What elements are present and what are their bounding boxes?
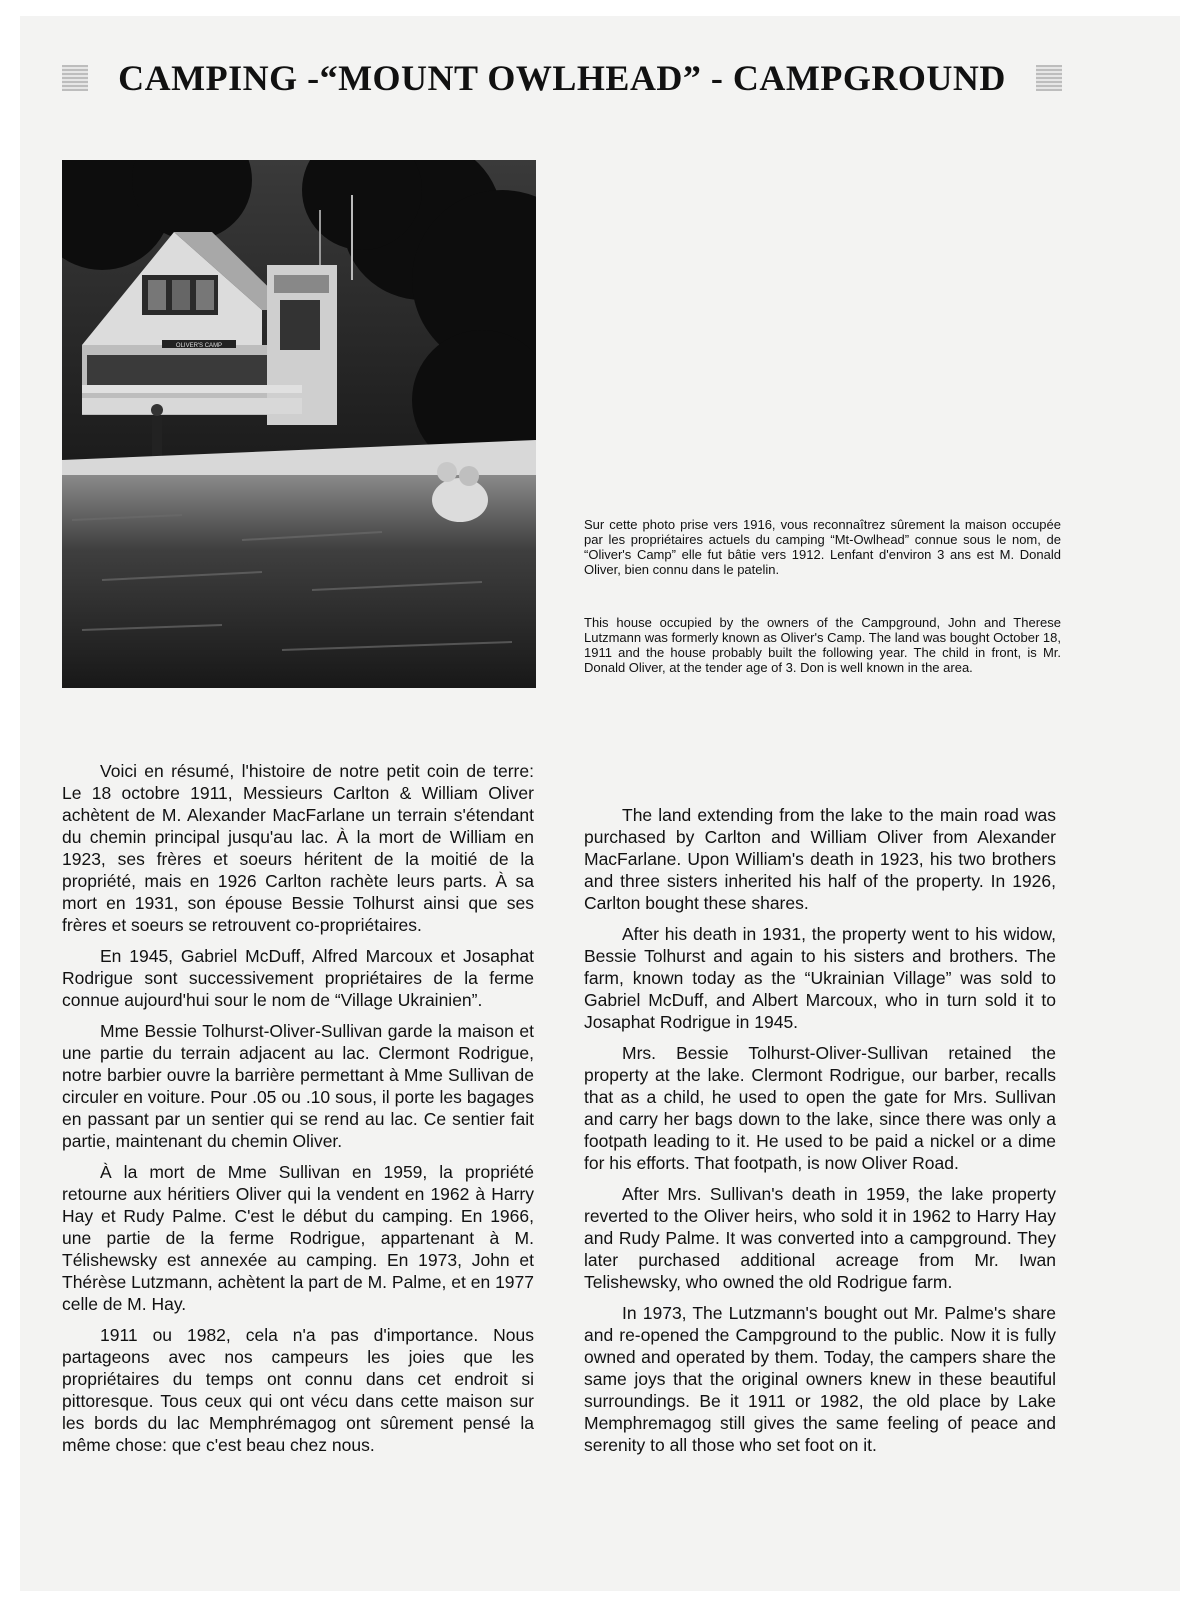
french-paragraph-3: Mme Bessie Tolhurst-Oliver-Sullivan garde la maison et une partie du terrain adjacent au lac. Clermont Rodrigue, notre barbier ouvre la barrière permettant à Mme Sullivan de circuler en voiture. Pour .05 ou .10 sous, il porte les bagages en passant par un sentier qui se rend au lac. Ce sentier fait partie, maintenant du chemin Oliver.: [62, 1021, 534, 1151]
title-bar: [62, 58, 1062, 98]
french-paragraph-2: En 1945, Gabriel McDuff, Alfred Marcoux et Josaphat Rodrigue sont successivement propriétaires de la ferme connue aujourd'hui sour le nom de “Village Ukrainien”.: [62, 946, 534, 1010]
caption-french: Sur cette photo prise vers 1916, vous reconnaîtrez sûrement la maison occupée par les propriétaires actuels du camping “Mt-Owlhead” connue sous le nom, de “Oliver's Camp” elle fut bâtie vers 1912. Lenfant d'environ 3 ans est M. Donald Oliver, bien connu dans le patelin.: [584, 517, 1061, 577]
english-paragraph-5: In 1973, The Lutzmann's bought out Mr. Palme's share and re-opened the Campground to the public. Now it is fully owned and operated by them. Today, the campers share the same joys that the original owners knew in these beautiful surroundings. Be it 1911 or 1982, the old place by Lake Memphremagog still gives the same feeling of peace and serenity to all those who set foot on it.: [584, 1303, 1056, 1455]
english-column: [584, 804, 1056, 1465]
photo-illustration: [62, 160, 536, 688]
photo-sign-text: OLIVER'S CAMP: [175, 343, 223, 349]
caption-english: This house occupied by the owners of the Campground, John and Therese Lutzmann was formerly known as Oliver's Camp. The land was bought October 18, 1911 and the house probably built the following year. The child in front, is Mr. Donald Oliver, at the tender age of 3. Don is well known in the area.: [584, 615, 1061, 675]
page-title: CAMPING -“MOUNT OWLHEAD” - CAMPGROUND: [118, 58, 1006, 98]
english-paragraph-1: The land extending from the lake to the main road was purchased by Carlton and William Oliver from Alexander MacFarlane. Upon William's death in 1923, his two brothers and three sisters inherited his half of the property. In 1926, Carlton bought these shares.: [584, 805, 1056, 913]
english-paragraph-4: After Mrs. Sullivan's death in 1959, the lake property reverted to the Oliver heirs, who sold it in 1962 to Harry Hay and Rudy Palme. It was converted into a campground. They later purchased additional acreage from Mr. Iwan Telishewsky, who owned the old Rodrigue farm.: [584, 1184, 1056, 1292]
historic-photo: [62, 160, 536, 688]
french-column: [62, 760, 534, 1465]
french-paragraph-5: 1911 ou 1982, cela n'a pas d'importance. Nous partageons avec nos campeurs les joies que les propriétaires du temps ont connu dans cet endroit si pittoresque. Tous ceux qui ont vécu dans cette maison sur les bords du lac Memphrémagog ont sûrement pensé la même chose: que c'est beau chez nous.: [62, 1325, 534, 1455]
french-paragraph-1: Voici en résumé, l'histoire de notre petit coin de terre: Le 18 octobre 1911, Messieurs Carlton & William Oliver achètent de M. Alexander MacFarlane un terrain s'étendant du chemin principal jusqu'au lac. À la mort de William en 1923, ses frères et soeurs héritent de la moitié de la propriété, mais en 1926 Carlton rachète leurs parts. À sa mort en 1931, son épouse Bessie Tolhurst ainsi que ses frères et soeurs se retrouvent co-propriétaires.: [62, 761, 534, 935]
english-paragraph-3: Mrs. Bessie Tolhurst-Oliver-Sullivan retained the property at the lake. Clermont Rodrigue, our barber, recalls that as a child, he used to open the gate for Mrs. Sullivan and carry her bags down to the lake, since there was only a footpath leading to it. He used to be paid a nickel or a dime for his efforts. That footpath, is now Oliver Road.: [584, 1043, 1056, 1173]
english-paragraph-2: After his death in 1931, the property went to his widow, Bessie Tolhurst and again to his sisters and brothers. The farm, known today as the “Ukrainian Village” was sold to Gabriel McDuff, and Albert Marcoux, who in turn sold it to Josaphat Rodrigue in 1945.: [584, 924, 1056, 1032]
right-ornament-icon: [1036, 65, 1062, 91]
left-ornament-icon: [62, 65, 88, 91]
french-paragraph-4: À la mort de Mme Sullivan en 1959, la propriété retourne aux héritiers Oliver qui la vendent en 1962 à Harry Hay et Rudy Palme. C'est le début du camping. En 1966, une partie de la ferme Rodrigue, appartenant à M. Télishewsky est annexée au camping. En 1973, John et Thérèse Lutzmann, achètent la part de M. Palme, et en 1977 celle de M. Hay.: [62, 1162, 534, 1314]
